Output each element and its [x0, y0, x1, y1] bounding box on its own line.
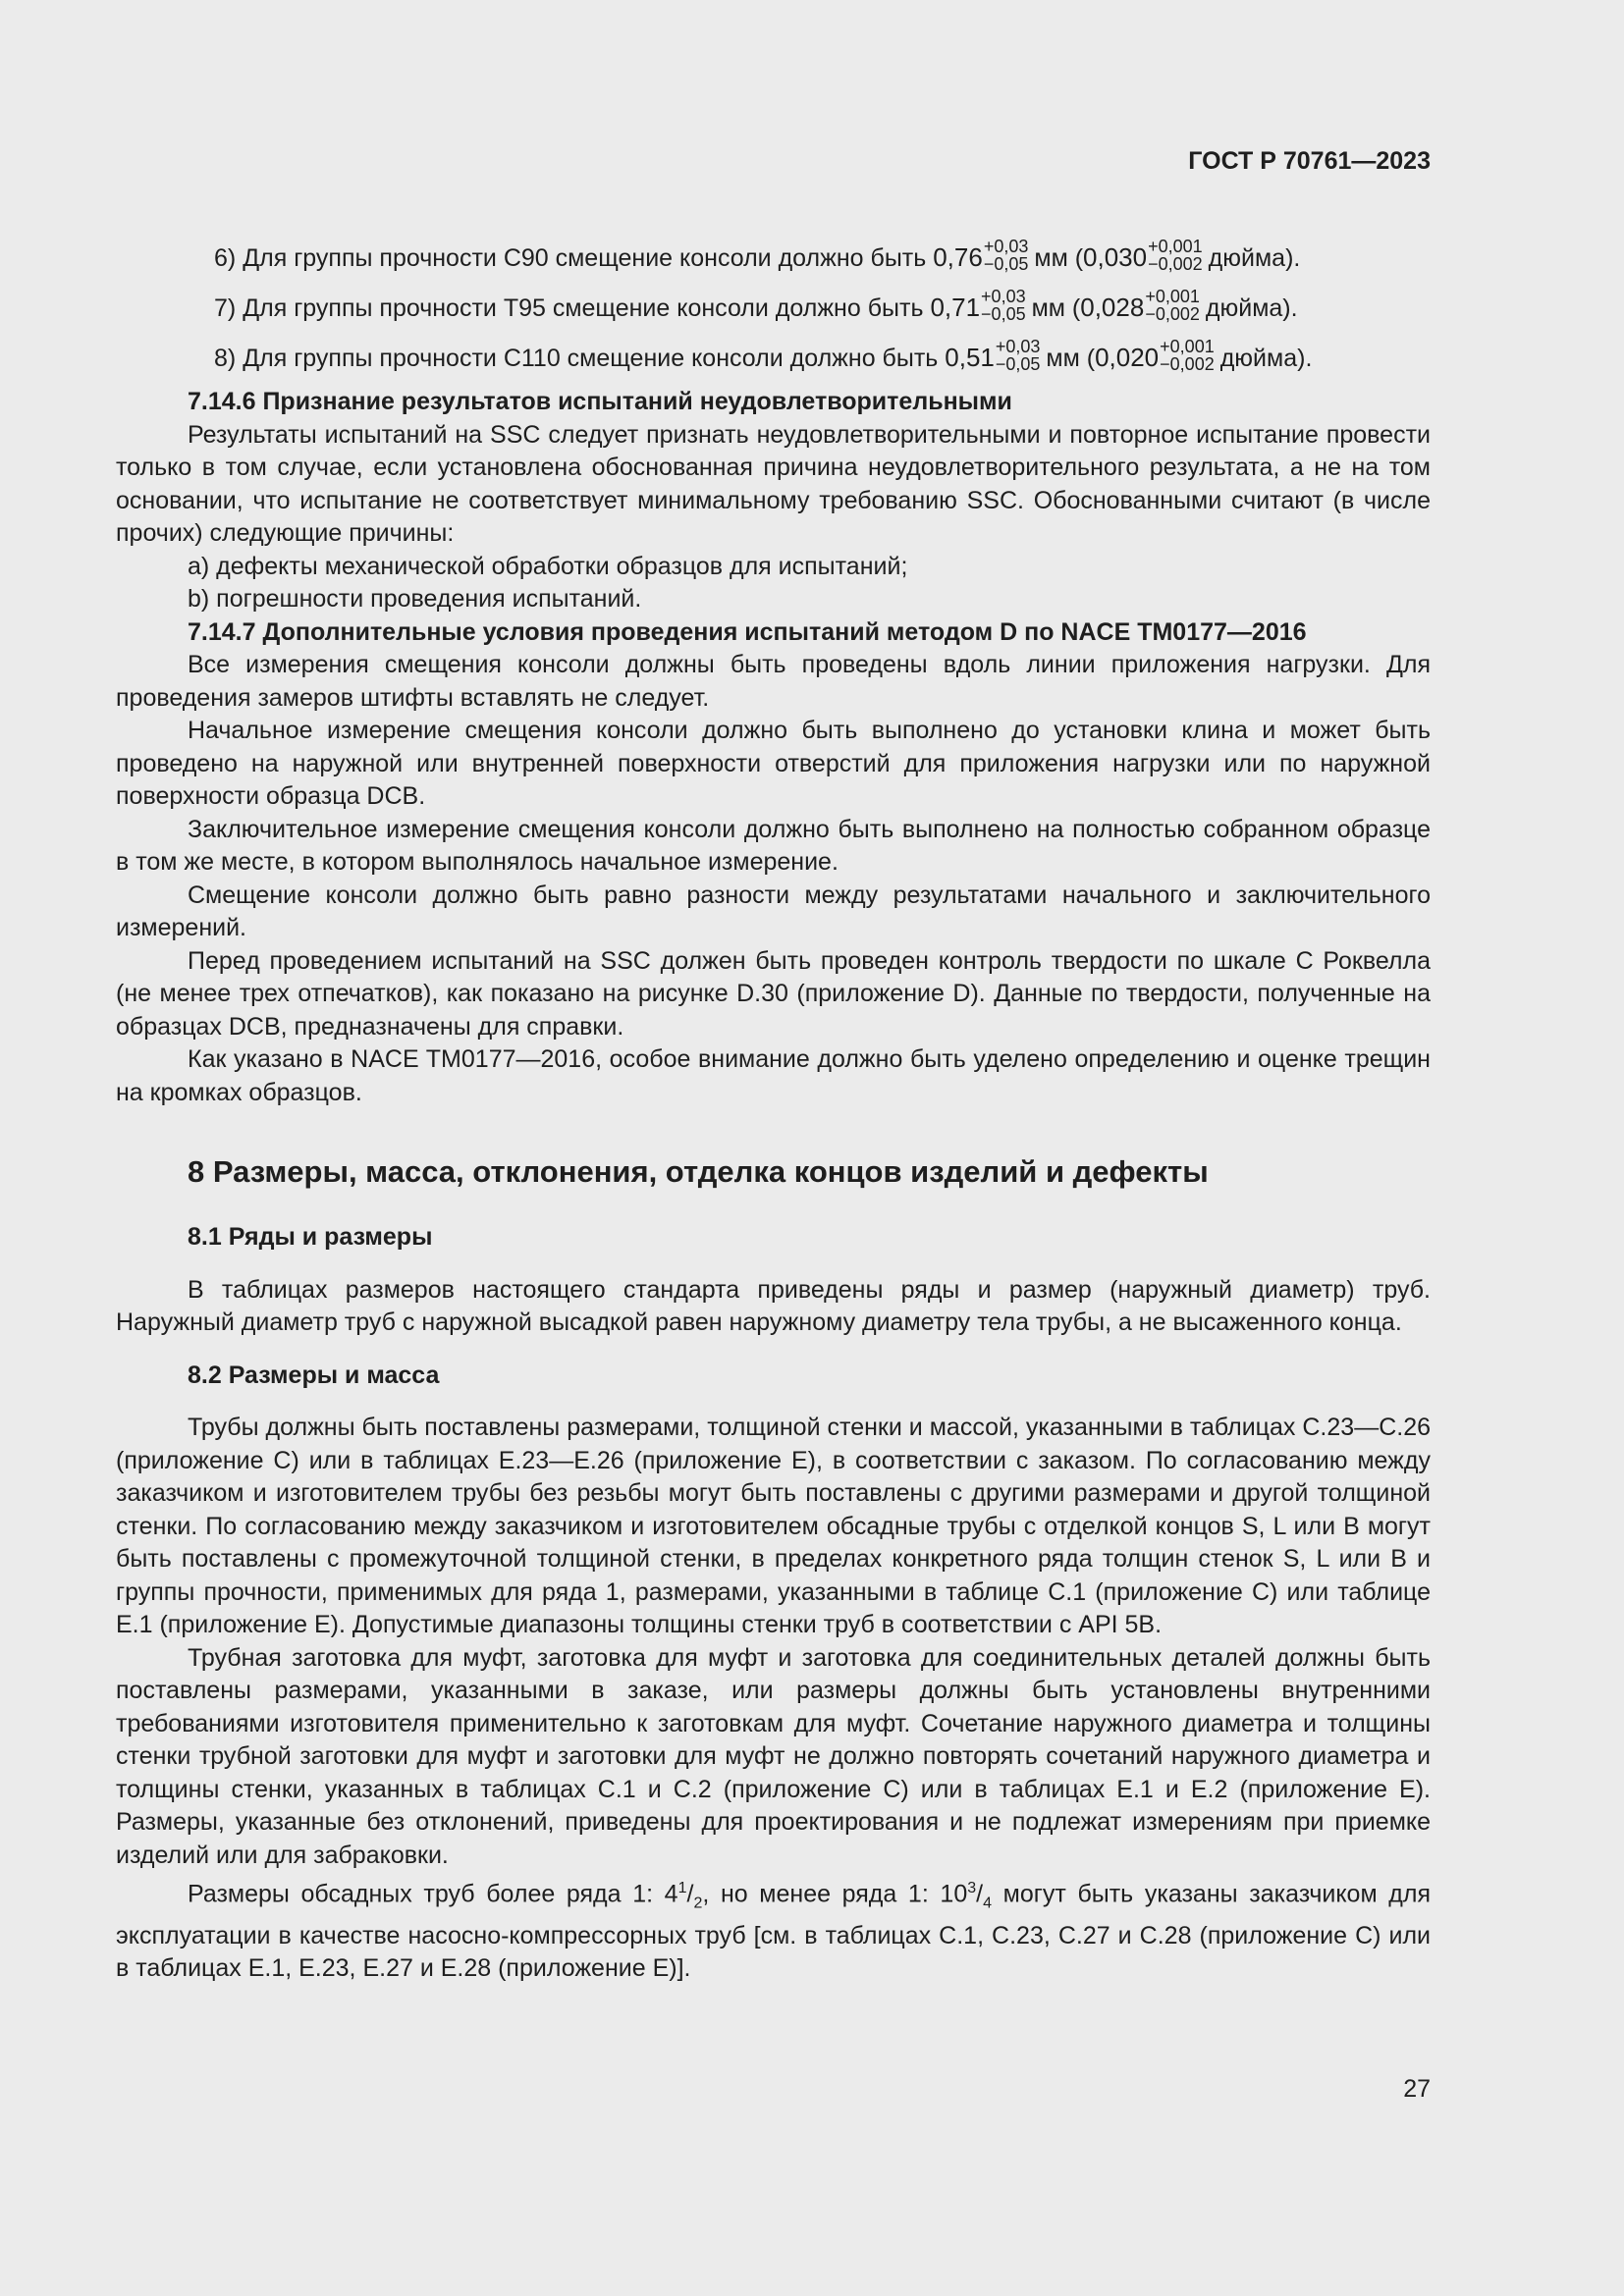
list-number: 8) — [214, 345, 237, 372]
tolerance-mm: +0,03 −0,05 — [995, 337, 1041, 375]
page-number: 27 — [1403, 2075, 1431, 2103]
section-heading-7-14-7: 7.14.7 Дополнительные условия проведения испытаний методом D по NACE TM0177—2016 — [188, 617, 1307, 646]
section-heading-7-14-6: 7.14.6 Признание результатов испытаний неудовлетворительными — [188, 388, 1012, 415]
list-item-a: a) дефекты механической обработки образцов для испытаний; — [188, 552, 908, 580]
paragraph: Заключительное измерение смещения консоли должно быть выполнено на полностью собранном образце в том же месте, в котором выполнялось начальное измерение. — [116, 815, 1431, 876]
list-text: Для группы прочности С90 смещение консоли должно быть — [243, 244, 927, 272]
list-number: 7) — [214, 294, 237, 322]
paragraph: Результаты испытаний на SSC следует признать неудовлетворительными и повторное испытание провести только в том случае, если установлена обоснованная причина неудовлетворительного результата, а не на том основании, что испытание не соответствует минимальному требованию SSC. Обоснованными считают (в числе прочих) следующие причины: — [116, 420, 1431, 547]
list-number: 6) — [214, 244, 237, 272]
tolerance-inch: +0,001 −0,002 — [1160, 337, 1215, 375]
value-mm: 0,51 — [945, 343, 995, 372]
paragraph: Перед проведением испытаний на SSC должен быть проведен контроль твердости по шкале С Роквелла (не менее трех отпечатков), как показано на рисунке D.30 (приложение D). Данные по твердости, полученные на образцах DCB, предназначены для справки. — [116, 946, 1431, 1041]
section-heading-8-2: 8.2 Размеры и масса — [188, 1361, 440, 1389]
paragraph: Трубы должны быть поставлены размерами, толщиной стенки и массой, указанными в таблицах С.23—С.26 (приложение С) или в таблицах Е.23—Е.26 (приложение Е), в соответствии с заказом. По согласованию между заказчиком и изготовителем трубы без резьбы могут быть поставлены с другими размерами и другой толщиной стенки. По согласованию между заказчиком и изготовителем обсадные трубы с отделкой концов S, L или B могут быть поставлены с промежуточной толщиной стенки, в пределах конкретного ряда толщин стенок S, L или B и группы прочности, применимых для ряда 1, размерами, указанными в таблице С.1 (приложение С) или таблице Е.1 (приложение Е). Допустимые диапазоны толщины стенки труб в соответствии с API 5B. — [116, 1414, 1431, 1638]
list-item: 7) Для группы прочности Т95 смещение консоли должно быть 0,71 +0,03 −0,05 мм (0,028 +0,001 −0,002 дюйма). — [214, 287, 1298, 325]
document-header: ГОСТ Р 70761—2023 — [1188, 147, 1431, 175]
value-inch: 0,028 — [1080, 293, 1145, 322]
list-item: 6) Для группы прочности С90 смещение консоли должно быть 0,76 +0,03 −0,05 мм (0,030 +0,001 −0,002 дюйма). — [214, 237, 1301, 275]
list-item: 8) Для группы прочности С110 смещение консоли должно быть 0,51 +0,03 −0,05 мм (0,020 +0,001 −0,002 дюйма). — [214, 337, 1313, 375]
tolerance-inch: +0,001 −0,002 — [1145, 287, 1200, 325]
tolerance-mm: +0,03 −0,05 — [981, 287, 1026, 325]
paragraph: В таблицах размеров настоящего стандарта приведены ряды и размер (наружный диаметр) труб. Наружный диаметр труб с наружной высадкой равен наружному диаметру тела трубы, а не высаженного конца. — [116, 1275, 1431, 1336]
paragraph: Начальное измерение смещения консоли должно быть выполнено до установки клина и может быть проведено на наружной или внутренней поверхности отверстий для приложения нагрузки или по наружной поверхности образца DCB. — [116, 717, 1431, 810]
value-mm: 0,76 — [933, 242, 983, 272]
value-inch: 0,030 — [1083, 242, 1148, 272]
paragraph: Как указано в NACE TM0177—2016, особое внимание должно быть уделено определению и оценке трещин на кромках образцов. — [116, 1045, 1431, 1106]
list-text: Для группы прочности Т95 смещение консоли должно быть — [243, 294, 924, 322]
paragraph: Размеры обсадных труб более ряда 1: $4^1/_2$, но менее ряда 1: $10^3/_4$ могут быть указаны заказчиком для эксплуатации в качестве насосно-компрессорных труб [см. в таблицах С.1, С.23, С.27 и С.28 (приложение С) или в таблицах Е.1, Е.23, Е.27 и Е.28 (приложение Е)]. — [116, 1880, 1431, 1983]
value-inch: 0,020 — [1095, 343, 1160, 372]
list-item-b: b) погрешности проведения испытаний. — [188, 585, 642, 613]
paragraph: Все измерения смещения консоли должны быть проведены вдоль линии приложения нагрузки. Для проведения замеров штифты вставлять не следует. — [116, 651, 1431, 712]
page-content — [116, 236, 1431, 1986]
paragraph: Трубная заготовка для муфт, заготовка для муфт и заготовка для соединительных деталей должны быть поставлены размерами, указанными в заказе, или размеры должны быть установлены внутренними требованиями изготовителя применительно к заготовкам для муфт. Сочетание наружного диаметра и толщины стенки трубной заготовки для муфт и заготовки для муфт не должно повторять сочетаний наружного диаметра и толщины стенки, указанных в таблицах С.1 и С.2 (приложение С) или в таблицах Е.1 и Е.2 (приложение Е). Размеры, указанные без отклонений, приведены для проектирования и не подлежат измерениям при приемке изделий или для забраковки. — [116, 1643, 1431, 1869]
section-heading-8: 8 Размеры, масса, отклонения, отделка концов изделий и дефекты — [188, 1154, 1209, 1189]
tolerance-mm: +0,03 −0,05 — [983, 237, 1029, 275]
value-mm: 0,71 — [930, 293, 981, 322]
section-heading-8-1: 8.1 Ряды и размеры — [188, 1223, 433, 1251]
tolerance-inch: +0,001 −0,002 — [1148, 237, 1203, 275]
paragraph: Смещение консоли должно быть равно разности между результатами начального и заключительного измерений. — [116, 881, 1431, 941]
list-text: Для группы прочности С110 смещение консоли должно быть — [243, 345, 939, 372]
